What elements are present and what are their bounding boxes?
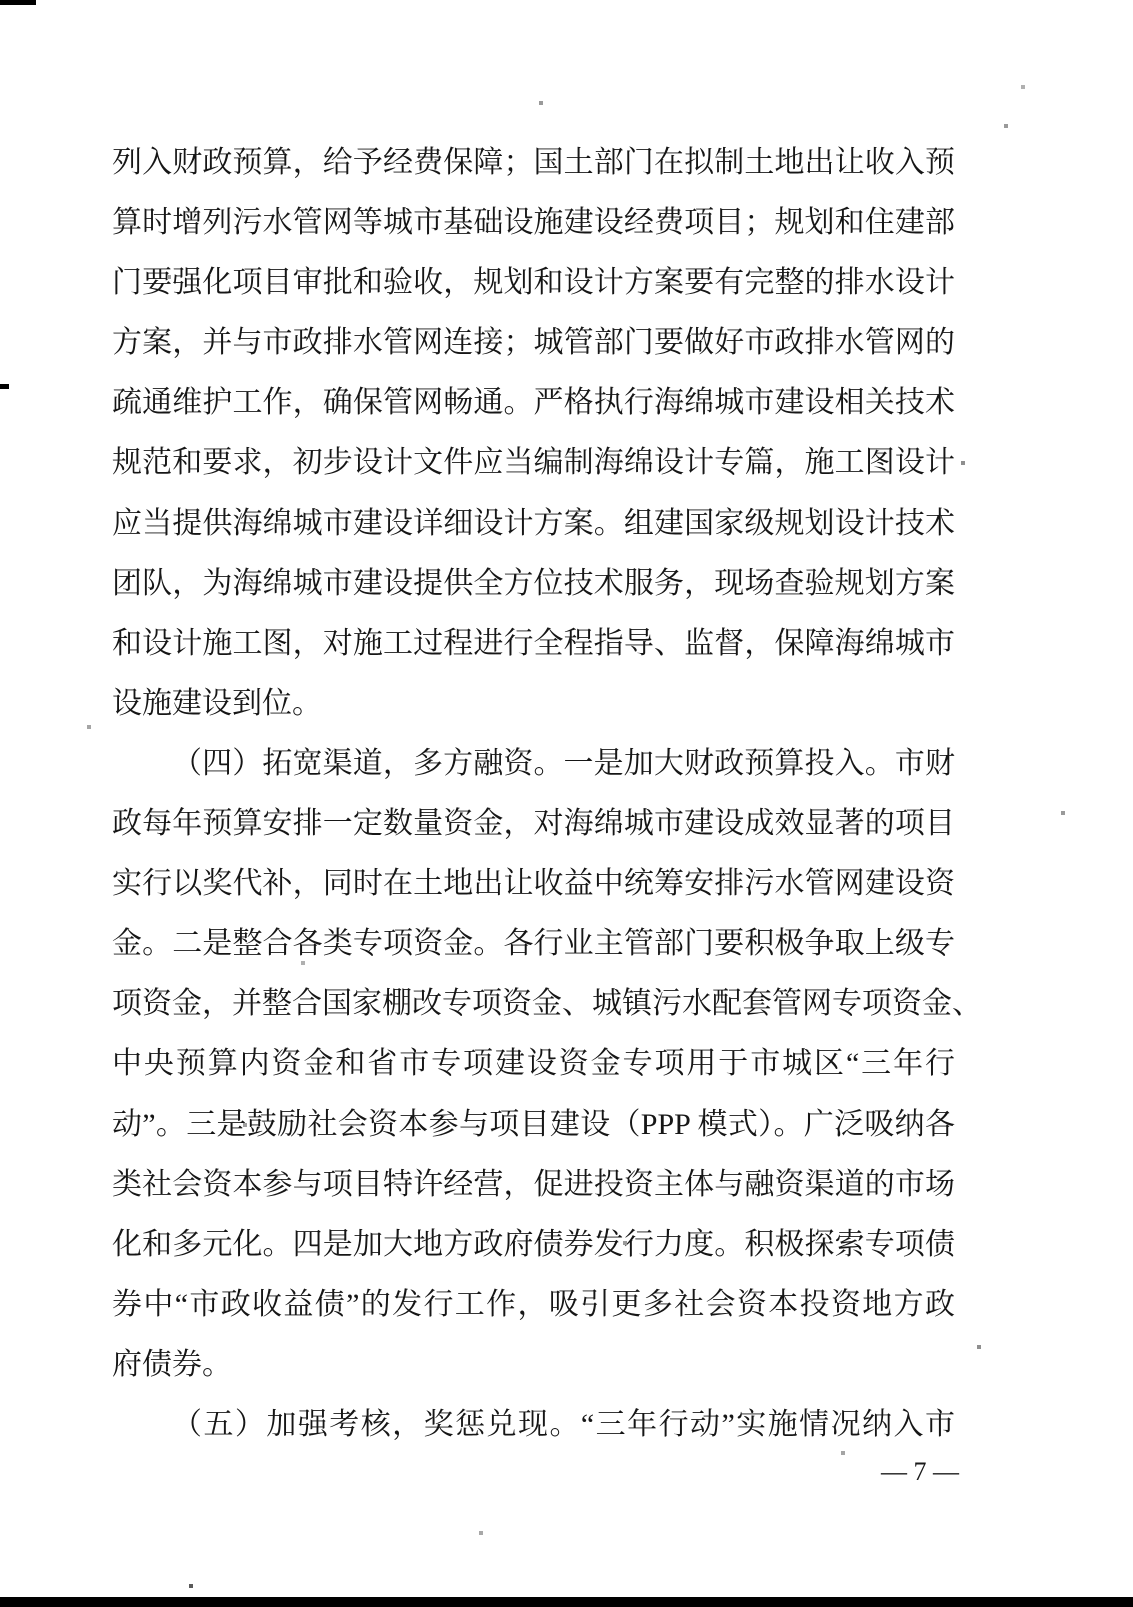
body-line: 门要强化项目审批和验收，规划和设计方案要有完整的排水设计 <box>112 266 955 300</box>
body-line: 项资金，并整合国家棚改专项资金、城镇污水配套管网专项资金、 <box>112 987 982 1021</box>
body-line: 和设计施工图，对施工过程进行全程指导、监督，保障海绵城市 <box>112 626 955 660</box>
body-line: 化和多元化。四是加大地方政府债券发行力度。积极探索专项债 <box>112 1227 955 1261</box>
body-line: 券中“市政收益债”的发行工作，吸引更多社会资本投资地方政 <box>112 1287 955 1321</box>
body-line: 中央预算内资金和省市专项建设资金专项用于市城区“三年行 <box>112 1047 955 1081</box>
body-line: 团队，为海绵城市建设提供全方位技术服务，现场查验规划方案 <box>112 566 955 600</box>
body-text <box>112 133 982 1455</box>
body-line: 规范和要求，初步设计文件应当编制海绵设计专篇，施工图设计 <box>112 446 955 480</box>
scan-artifact-top-left <box>0 0 36 5</box>
scan-artifact-left-edge <box>0 384 9 389</box>
body-line: 算时增列污水管网等城市基础设施建设经费项目；规划和住建部 <box>112 206 955 240</box>
body-line: 疏通维护工作，确保管网畅通。严格执行海绵城市建设相关技术 <box>112 386 955 420</box>
body-line: 政每年预算安排一定数量资金，对海绵城市建设成效显著的项目 <box>112 807 955 841</box>
body-line: 应当提供海绵城市建设详细设计方案。组建国家级规划设计技术 <box>112 506 955 540</box>
scan-noise-specks <box>0 0 2 2</box>
body-line: 金。二是整合各类专项资金。各行业主管部门要积极争取上级专 <box>112 927 955 961</box>
page-number: — 7 — <box>881 1457 959 1486</box>
body-line: 方案，并与市政排水管网连接；城管部门要做好市政排水管网的 <box>112 326 955 360</box>
body-line: 实行以奖代补，同时在土地出让收益中统筹安排污水管网建设资 <box>112 867 955 901</box>
body-line: 类社会资本参与项目特许经营，促进投资主体与融资渠道的市场 <box>112 1167 955 1201</box>
scan-artifact-bottom-bar <box>0 1597 1133 1607</box>
body-line: 动”。三是鼓励社会资本参与项目建设（PPP 模式）。广泛吸纳各 <box>112 1107 955 1141</box>
body-line: 列入财政预算，给予经费保障；国土部门在拟制土地出让收入预 <box>112 146 955 179</box>
body-line: 设施建设到位。 <box>112 686 322 720</box>
body-line-paragraph-5-heading: （五）加强考核，奖惩兑现。“三年行动”实施情况纳入市 <box>172 1407 955 1441</box>
body-line: 府债券。 <box>112 1347 232 1381</box>
body-line-paragraph-4-heading: （四）拓宽渠道，多方融资。一是加大财政预算投入。市财 <box>172 746 955 780</box>
